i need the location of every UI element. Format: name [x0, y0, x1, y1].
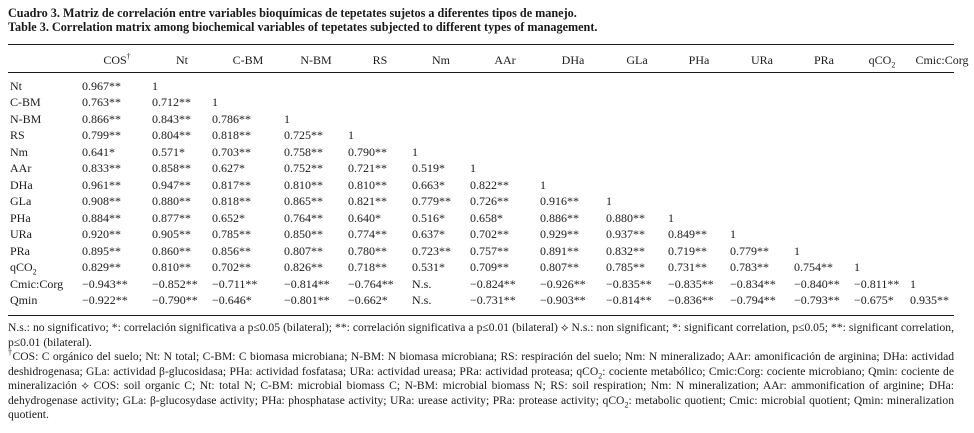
table-cell [606, 128, 668, 145]
column-header: AAr [494, 52, 516, 67]
table-cell [412, 111, 470, 128]
table-cell [910, 128, 974, 145]
table-cell: −0.852** [152, 276, 198, 291]
table-cell: −0.840** [794, 276, 840, 291]
table-cell [910, 260, 974, 277]
table-cell [540, 111, 606, 128]
table-cell: 0.640* [348, 210, 381, 225]
bottom-rule [8, 315, 954, 316]
table-cell: −0.926** [540, 276, 586, 291]
table-cell [854, 177, 910, 194]
table-cell: 0.865** [284, 194, 323, 209]
table-row [8, 243, 974, 260]
table-row [8, 161, 974, 178]
table-cell [910, 95, 974, 112]
row-label: GLa [10, 194, 32, 209]
table-cell: −0.824** [470, 276, 516, 291]
table-cell [730, 111, 794, 128]
table-cell [910, 111, 974, 128]
table-cell: 0.726** [470, 194, 509, 209]
table-cell [540, 95, 606, 112]
table-cell [910, 194, 974, 211]
table-cell [470, 111, 540, 128]
table-cell: 0.866** [82, 111, 121, 126]
table-cell: 0.758** [284, 144, 323, 159]
table-cell [854, 128, 910, 145]
table-cell: 0.850** [284, 227, 323, 242]
table-cell: 0.880** [606, 210, 645, 225]
table-cell [668, 111, 730, 128]
table-cell [794, 161, 854, 178]
table-cell [854, 95, 910, 112]
table-cell: 0.858** [152, 161, 191, 176]
table-cell [854, 72, 910, 95]
table-header-row [8, 48, 974, 72]
table-row [8, 72, 974, 95]
table-cell: −0.646* [212, 293, 252, 308]
table-cell [794, 128, 854, 145]
table-cell: 0.779** [412, 194, 451, 209]
table-cell: 0.843** [152, 111, 191, 126]
table-cell: 0.709** [470, 260, 509, 275]
significance-text: N.s.: no significativo; *: correlación significativa a p≤0.05 (bilateral); **: correlación significativa a p≤0.01 (bilateral) ⟡ N.s.: non significant; *: significant correlation, p≤0.05; **: significant correlation, p≤0.01 (bilateral). [8, 321, 954, 349]
table-cell [794, 210, 854, 227]
table-cell: N.s. [412, 293, 432, 308]
significance-note [8, 321, 954, 350]
table-cell: −0.835** [606, 276, 652, 291]
table-row [8, 144, 974, 161]
table-cell: 0.967** [82, 78, 121, 93]
table-cell: −0.793** [794, 293, 840, 308]
row-label: PHa [10, 210, 31, 225]
table-cell [730, 194, 794, 211]
table-cell [730, 128, 794, 145]
table-cell: 0.908** [82, 194, 121, 209]
table-cell [730, 144, 794, 161]
table-cell [470, 128, 540, 145]
table-cell [606, 72, 668, 95]
abbreviations-note [8, 350, 954, 423]
row-label: C-BM [10, 95, 41, 110]
table-cell: 0.817** [212, 177, 251, 192]
table-cell: 0.810** [284, 177, 323, 192]
row-label: Cmic:Corg [10, 276, 64, 291]
table-cell: −0.764** [348, 276, 394, 291]
table-cell: 0.663* [412, 177, 445, 192]
table-cell: 0.920** [82, 227, 121, 242]
table-cell [910, 210, 974, 227]
table-row [8, 260, 974, 277]
abbreviations-text: †COS: C orgánico del suelo; Nt: N total; C-BM: C biomasa microbiana; N-BM: N biomasa microbiana; RS: respiración del suelo; Nm: N mineralizado; AAr: amonificación de arginina; DHa: actividad deshidrogenasa; GLa: actividad β-glucosidasa; PHa: actividad fosfatasa; URa: actividad ureasa; PRa: actividad proteasa; qCO$_2$: cociente metabólico; Cmic:Corg: cociente microbiano; Qmin: cociente de mineralización ⟡ COS: soil organic C; Nt: total N; C-BM: microbial biomass C; N-BM: microbial biomass N; RS: soil respiration; Nm: N mineralization; AAr: ammonification of arginine; DHa: dehydrogenase activity; GLa: β-glucosydase activity; PHa: phosphatase activity; URa: urease activity; PRa: protease activity; qCO$_2$: metabolic quotient; Cmic: microbial quotient; Qmin: mineralization quotient. [8, 348, 955, 422]
row-label: URa [10, 227, 32, 242]
row-label: DHa [10, 177, 33, 192]
header-corner [8, 48, 82, 72]
table-cell: 0.764** [284, 210, 323, 225]
table-cell [910, 161, 974, 178]
column-header: DHa [561, 52, 585, 67]
row-label: Qmin [10, 293, 38, 308]
row-label: Nm [10, 144, 28, 159]
table-cell [910, 177, 974, 194]
table-cell [854, 111, 910, 128]
column-header: GLa [626, 52, 648, 67]
table-cell [910, 227, 974, 244]
table-cell [606, 177, 668, 194]
table-cell: 0.725** [284, 128, 323, 143]
table-cell: 0.702** [470, 227, 509, 242]
table-cell [412, 128, 470, 145]
table-cell: −0.731** [470, 293, 516, 308]
table-cell [794, 194, 854, 211]
table-cell [284, 72, 348, 95]
table-cell: −0.834** [730, 276, 776, 291]
table-cell: 0.637* [412, 227, 445, 242]
table-cell: 1 [668, 210, 674, 225]
table-cell: 0.790** [348, 144, 387, 159]
column-header: Nm [432, 52, 450, 67]
table-cell: 0.905** [152, 227, 191, 242]
table-row [8, 227, 974, 244]
table-cell: −0.811** [854, 276, 900, 291]
table-cell: 0.880** [152, 194, 191, 209]
table-cell: 0.929** [540, 227, 579, 242]
table-cell: 0.779** [730, 243, 769, 258]
table-cell [854, 194, 910, 211]
table-cell: 0.785** [212, 227, 251, 242]
table-cell [730, 210, 794, 227]
caption-en: Table 3. Correlation matrix among biochemical variables of tepetates subjected to different types of management. [8, 20, 598, 34]
table-cell: 1 [854, 260, 860, 275]
table-cell [470, 144, 540, 161]
column-header: URa [751, 52, 773, 67]
table-cell: −0.814** [284, 276, 330, 291]
row-label: qCO$_2$ [10, 260, 37, 277]
table-row [8, 111, 974, 128]
table-cell [540, 128, 606, 145]
table-cell: −0.835** [668, 276, 714, 291]
table-cell: 0.832** [606, 243, 645, 258]
row-label: RS [10, 128, 25, 143]
table-cell: 0.785** [606, 260, 645, 275]
table-cell [412, 72, 470, 95]
table-cell: 0.886** [540, 210, 579, 225]
table-cell [540, 144, 606, 161]
column-header: COS† [103, 51, 131, 67]
table-cell: −0.711** [212, 276, 258, 291]
column-header: Cmic:Corg [915, 52, 969, 67]
table-cell [794, 111, 854, 128]
table-cell: N.s. [412, 276, 432, 291]
table-cell [668, 95, 730, 112]
table-cell [668, 144, 730, 161]
table-cell: 0.641* [82, 144, 115, 159]
table-cell: 1 [606, 194, 612, 209]
table-cell: 0.826** [284, 260, 323, 275]
table-cell [794, 144, 854, 161]
table-cell: −0.790** [152, 293, 198, 308]
table-cell: 0.810** [348, 177, 387, 192]
table-cell [668, 177, 730, 194]
table-cell: 0.818** [212, 194, 251, 209]
table-cell: 0.935** [910, 293, 949, 308]
table-cell: 0.752** [284, 161, 323, 176]
table-cell: 0.799** [82, 128, 121, 143]
table-cell: 0.818** [212, 128, 251, 143]
table-cell [730, 177, 794, 194]
column-header: Nt [176, 52, 188, 67]
table-cell: −0.943** [82, 276, 128, 291]
table-row [8, 276, 974, 293]
table-cell: 0.860** [152, 243, 191, 258]
table-cell: 0.786** [212, 111, 251, 126]
table-cell: 0.516* [412, 210, 445, 225]
table-cell: 0.895** [82, 243, 121, 258]
table-cell: 0.718** [348, 260, 387, 275]
table-cell [910, 243, 974, 260]
table-cell [794, 227, 854, 244]
table-cell: 0.531* [412, 260, 445, 275]
table-cell [910, 144, 974, 161]
table-cell: 0.807** [284, 243, 323, 258]
table-cell [606, 111, 668, 128]
table-cell [668, 128, 730, 145]
table-body [8, 72, 974, 309]
table-cell: 0.719** [668, 243, 707, 258]
table-cell: 0.884** [82, 210, 121, 225]
table-cell [348, 95, 412, 112]
table-cell: 0.810** [152, 260, 191, 275]
row-label: AAr [10, 161, 32, 176]
table-cell: 1 [152, 78, 158, 93]
table-cell: 0.774** [348, 227, 387, 242]
table-cell: 0.757** [470, 243, 509, 258]
table-cell: −0.922** [82, 293, 128, 308]
table-cell [730, 161, 794, 178]
table-cell: −0.662* [348, 293, 388, 308]
table-cell [730, 95, 794, 112]
table-cell: −0.801** [284, 293, 330, 308]
table-cell: 0.916** [540, 194, 579, 209]
table-cell [284, 95, 348, 112]
table-cell: 0.571* [152, 144, 185, 159]
table-cell [606, 95, 668, 112]
table-row [8, 210, 974, 227]
table-cell: 0.833** [82, 161, 121, 176]
correlation-matrix-table [8, 48, 974, 309]
table-cell: −0.814** [606, 293, 652, 308]
column-header: PHa [688, 52, 710, 67]
table-cell [668, 194, 730, 211]
table-caption [8, 6, 597, 34]
top-rule [8, 44, 954, 45]
table-cell: 0.947** [152, 177, 191, 192]
table-cell: 1 [730, 227, 736, 242]
table-cell [854, 227, 910, 244]
table-cell: 0.627* [212, 161, 245, 176]
table-cell: 0.829** [82, 260, 121, 275]
table-cell: 0.721** [348, 161, 387, 176]
table-cell [606, 161, 668, 178]
table-cell [854, 144, 910, 161]
table-cell [606, 144, 668, 161]
table-cell: 0.877** [152, 210, 191, 225]
table-cell [540, 161, 606, 178]
table-cell: 0.804** [152, 128, 191, 143]
column-header: RS [372, 52, 388, 67]
table-cell [212, 72, 284, 95]
table-cell: 1 [212, 95, 218, 110]
table-cell: 0.652* [212, 210, 245, 225]
table-cell [854, 161, 910, 178]
table-cell: 0.961** [82, 177, 121, 192]
table-cell [854, 243, 910, 260]
table-cell: 0.822** [470, 177, 509, 192]
table-cell [412, 95, 470, 112]
table-cell: 1 [794, 243, 800, 258]
table-cell [540, 72, 606, 95]
column-header: qCO$_2$ [868, 52, 896, 69]
column-header: N-BM [300, 52, 332, 67]
table-row [8, 293, 974, 310]
table-cell: 1 [348, 128, 354, 143]
table-row [8, 177, 974, 194]
table-cell [348, 72, 412, 95]
table-cell: −0.794** [730, 293, 776, 308]
table-cell: 0.703** [212, 144, 251, 159]
table-cell [794, 177, 854, 194]
table-cell [470, 72, 540, 95]
row-label: PRa [10, 243, 31, 258]
table-cell: 0.723** [412, 243, 451, 258]
table-cell: 0.783** [730, 260, 769, 275]
table-cell [794, 95, 854, 112]
table-cell: 0.519* [412, 161, 445, 176]
table-cell: 0.891** [540, 243, 579, 258]
table-cell: 1 [470, 161, 476, 176]
table-cell [348, 111, 412, 128]
table-row [8, 95, 974, 112]
table-cell: 0.731** [668, 260, 707, 275]
table-cell [668, 161, 730, 178]
table-cell: 0.856** [212, 243, 251, 258]
table-cell: 1 [284, 111, 290, 126]
table-row [8, 128, 974, 145]
table-row [8, 194, 974, 211]
table-cell [730, 72, 794, 95]
table-cell: 1 [412, 144, 418, 159]
table-cell [668, 72, 730, 95]
table-cell: 0.763** [82, 95, 121, 110]
table-cell: 0.821** [348, 194, 387, 209]
table-cell: −0.675* [854, 293, 894, 308]
row-label: Nt [10, 78, 22, 93]
table-cell [910, 72, 974, 95]
table-cell: 0.754** [794, 260, 833, 275]
table-cell [794, 72, 854, 95]
table-cell: −0.836** [668, 293, 714, 308]
caption-es: Cuadro 3. Matriz de correlación entre variables bioquímicas de tepetates sujetos a diferentes tipos de manejo. [8, 6, 577, 20]
table-cell: 0.807** [540, 260, 579, 275]
table-cell: 0.780** [348, 243, 387, 258]
table-cell: 0.712** [152, 95, 191, 110]
column-header: C-BM [232, 52, 264, 67]
table-cell: 0.849** [668, 227, 707, 242]
table-cell: 0.702** [212, 260, 251, 275]
table-cell: 0.658* [470, 210, 503, 225]
table-cell: −0.903** [540, 293, 586, 308]
table-cell: 1 [540, 177, 546, 192]
table-cell: 1 [910, 276, 916, 291]
table-cell [470, 95, 540, 112]
table-cell [854, 210, 910, 227]
column-header: PRa [813, 52, 834, 67]
row-label: N-BM [10, 111, 42, 126]
table-cell: 0.937** [606, 227, 645, 242]
